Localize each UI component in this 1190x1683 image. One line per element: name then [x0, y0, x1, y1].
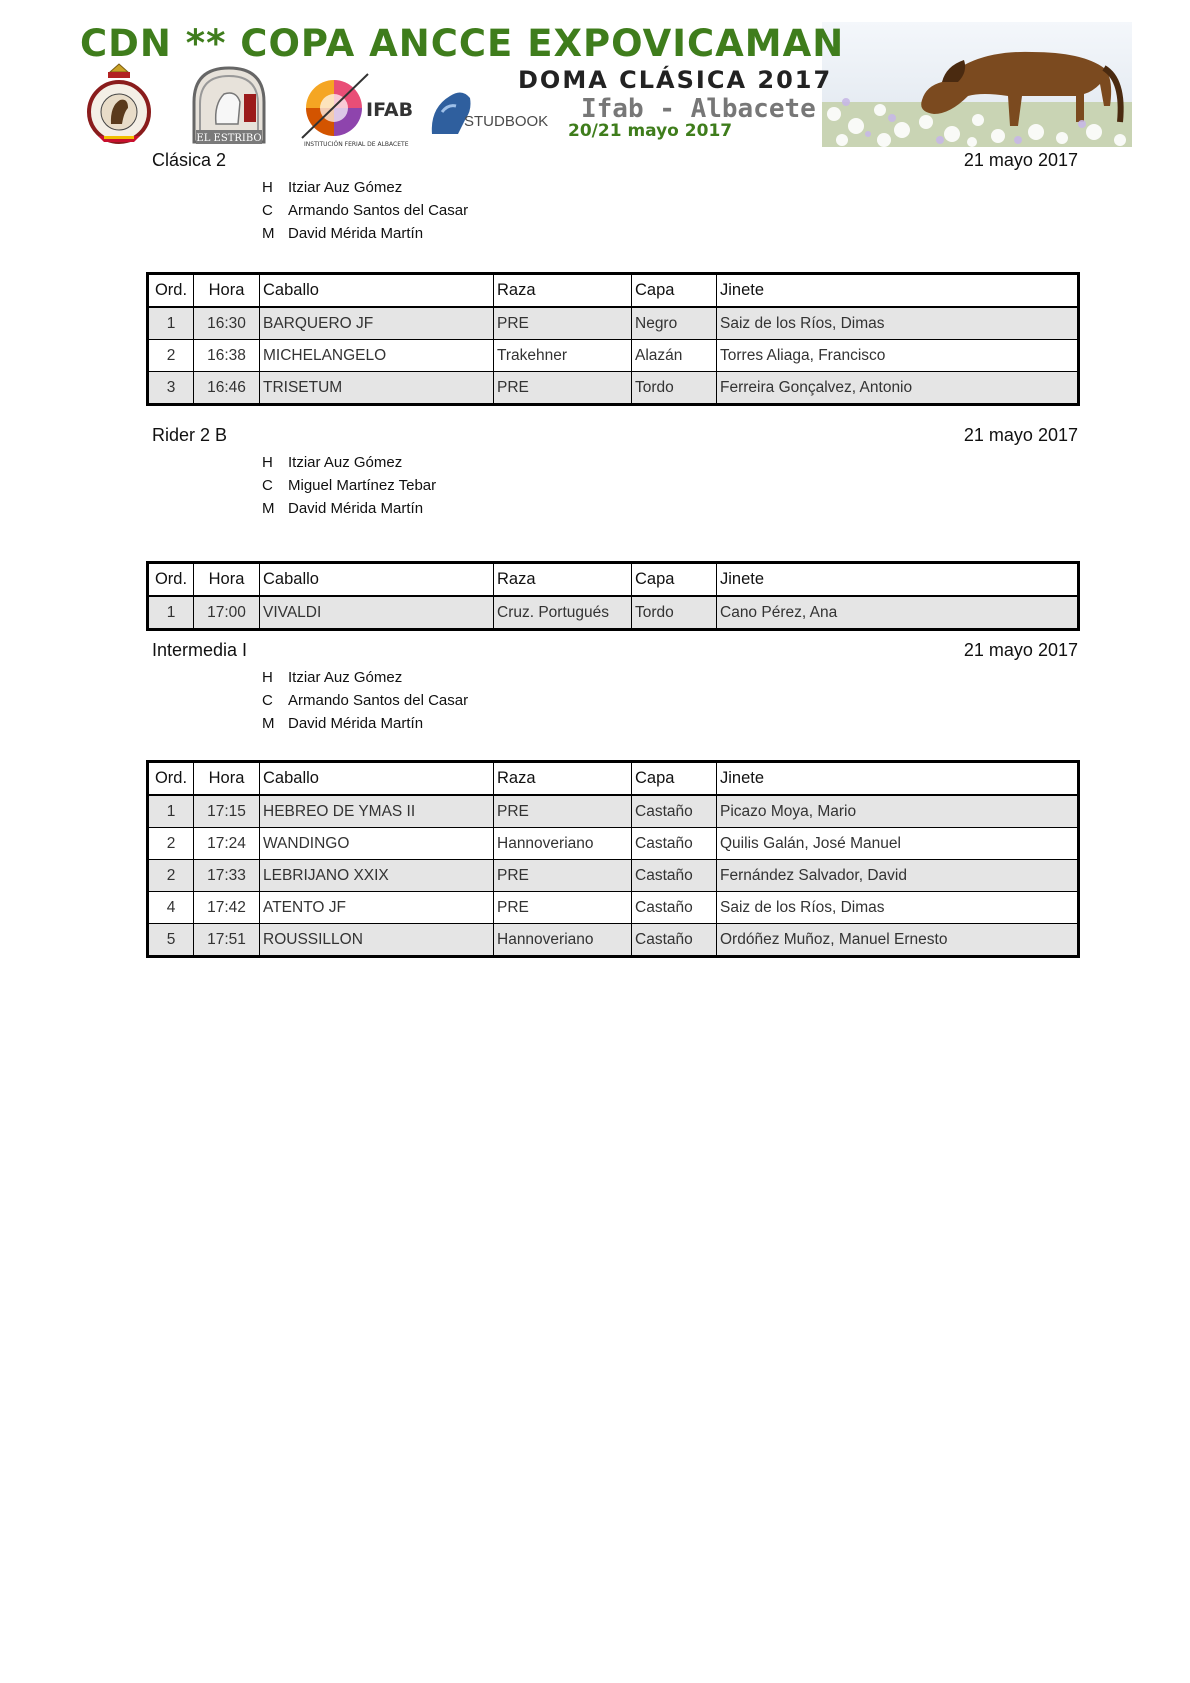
section-intermedia-i	[148, 640, 1078, 948]
judge-name: Itziar Auz Gómez	[288, 454, 403, 471]
ifab-logo	[296, 64, 426, 148]
column-header: Ord.	[149, 275, 194, 308]
judge-position: C	[262, 692, 273, 709]
judge-entry	[262, 176, 1078, 199]
column-header: Raza	[494, 275, 632, 308]
table-row	[149, 860, 1078, 892]
section-rider-2b	[148, 425, 1078, 621]
rider-cell: Saiz de los Ríos, Dimas	[717, 892, 1078, 924]
judge-entry	[262, 451, 1078, 474]
time-cell: 17:42	[194, 892, 260, 924]
judge-name: Armando Santos del Casar	[288, 202, 469, 219]
judge-entry	[262, 474, 1078, 497]
estribo-logo-text: EL ESTRIBO	[196, 133, 262, 144]
breed-cell: Cruz. Portugués	[494, 596, 632, 629]
rider-cell: Torres Aliaga, Francisco	[717, 340, 1078, 372]
column-header: Ord.	[149, 564, 194, 597]
judge-name: Itziar Auz Gómez	[288, 669, 403, 686]
start-order-table	[148, 762, 1078, 956]
table-row	[149, 596, 1078, 629]
column-header: Jinete	[717, 275, 1078, 308]
judge-entry	[262, 712, 1078, 735]
table-row	[149, 340, 1078, 372]
judge-position: H	[262, 179, 273, 196]
table-row	[149, 372, 1078, 404]
rider-cell: Picazo Moya, Mario	[717, 795, 1078, 828]
horse-cell: LEBRIJANO XXIX	[260, 860, 494, 892]
column-header: Hora	[194, 763, 260, 796]
judge-name: David Mérida Martín	[288, 225, 424, 242]
breed-cell: PRE	[494, 795, 632, 828]
horse-cell: BARQUERO JF	[260, 307, 494, 340]
section-header	[148, 425, 1078, 451]
event-title: CDN ** COPA ANCCE EXPOVICAMAN	[80, 22, 845, 65]
horse-cell: ATENTO JF	[260, 892, 494, 924]
breed-cell: PRE	[494, 307, 632, 340]
time-cell: 17:51	[194, 924, 260, 956]
judge-position: M	[262, 225, 275, 242]
event-dates: 20/21 mayo 2017	[568, 121, 733, 141]
estribo-association-logo	[184, 64, 274, 148]
coat-cell: Tordo	[632, 596, 717, 629]
judge-panel	[262, 176, 1078, 245]
judge-name: Miguel Martínez Tebar	[288, 477, 437, 494]
rider-cell: Fernández Salvador, David	[717, 860, 1078, 892]
column-header: Caballo	[260, 763, 494, 796]
section-date: 21 mayo 2017	[963, 640, 1078, 660]
event-discipline: DOMA CLÁSICA 2017	[518, 66, 833, 94]
table-row	[149, 307, 1078, 340]
section-title: Intermedia I	[152, 640, 248, 660]
column-header: Raza	[494, 763, 632, 796]
judge-entry	[262, 199, 1078, 222]
coat-cell: Castaño	[632, 828, 717, 860]
event-venue: Ifab - Albacete	[581, 94, 816, 124]
horse-cell: VIVALDI	[260, 596, 494, 629]
judge-entry	[262, 666, 1078, 689]
horse-photo	[822, 22, 1132, 147]
studbook-logo-text: STUDBOOK	[464, 113, 548, 130]
horse-cell: WANDINGO	[260, 828, 494, 860]
order-cell: 3	[149, 372, 194, 404]
table-row	[149, 795, 1078, 828]
ifab-logo-text: IFAB	[366, 99, 414, 121]
start-order-table	[148, 274, 1078, 404]
coat-cell: Castaño	[632, 860, 717, 892]
column-header: Caballo	[260, 564, 494, 597]
time-cell: 16:30	[194, 307, 260, 340]
table-row	[149, 892, 1078, 924]
order-cell: 1	[149, 307, 194, 340]
judge-panel	[262, 666, 1078, 735]
breed-cell: PRE	[494, 892, 632, 924]
time-cell: 17:00	[194, 596, 260, 629]
time-cell: 16:38	[194, 340, 260, 372]
breed-cell: PRE	[494, 372, 632, 404]
coat-cell: Negro	[632, 307, 717, 340]
section-header	[148, 150, 1078, 176]
time-cell: 17:24	[194, 828, 260, 860]
column-header: Caballo	[260, 275, 494, 308]
judge-name: Armando Santos del Casar	[288, 692, 469, 709]
column-header: Capa	[632, 275, 717, 308]
column-header: Ord.	[149, 763, 194, 796]
judge-position: H	[262, 669, 273, 686]
time-cell: 17:33	[194, 860, 260, 892]
column-header: Hora	[194, 275, 260, 308]
coat-cell: Tordo	[632, 372, 717, 404]
order-cell: 1	[149, 795, 194, 828]
horse-cell: ROUSSILLON	[260, 924, 494, 956]
federation-crest-logo	[84, 62, 154, 146]
column-header: Capa	[632, 763, 717, 796]
coat-cell: Castaño	[632, 795, 717, 828]
order-cell: 2	[149, 860, 194, 892]
section-title: Rider 2 B	[152, 425, 228, 445]
column-header: Hora	[194, 564, 260, 597]
time-cell: 17:15	[194, 795, 260, 828]
horse-cell: MICHELANGELO	[260, 340, 494, 372]
order-cell: 5	[149, 924, 194, 956]
coat-cell: Castaño	[632, 924, 717, 956]
coat-cell: Alazán	[632, 340, 717, 372]
rider-cell: Quilis Galán, José Manuel	[717, 828, 1078, 860]
judge-name: David Mérida Martín	[288, 500, 424, 517]
column-header: Capa	[632, 564, 717, 597]
rider-cell: Ferreira Gonçalvez, Antonio	[717, 372, 1078, 404]
rider-cell: Saiz de los Ríos, Dimas	[717, 307, 1078, 340]
judge-entry	[262, 689, 1078, 712]
section-title: Clásica 2	[152, 150, 227, 170]
order-cell: 1	[149, 596, 194, 629]
order-cell: 2	[149, 340, 194, 372]
section-clasica-2	[148, 150, 1078, 396]
judge-name: David Mérida Martín	[288, 715, 424, 732]
time-cell: 16:46	[194, 372, 260, 404]
section-date: 21 mayo 2017	[963, 150, 1078, 170]
column-header: Jinete	[717, 763, 1078, 796]
judge-entry	[262, 497, 1078, 520]
judge-position: M	[262, 500, 275, 517]
column-header: Jinete	[717, 564, 1078, 597]
breed-cell: Trakehner	[494, 340, 632, 372]
judge-entry	[262, 222, 1078, 245]
horse-cell: HEBREO DE YMAS II	[260, 795, 494, 828]
order-cell: 2	[149, 828, 194, 860]
coat-cell: Castaño	[632, 892, 717, 924]
ifab-logo-caption: INSTITUCIÓN FERIAL DE ALBACETE	[304, 141, 409, 148]
judge-position: C	[262, 477, 273, 494]
start-order-table	[148, 563, 1078, 629]
breed-cell: Hannoveriano	[494, 828, 632, 860]
table-header-row	[149, 763, 1078, 796]
horse-cell: TRISETUM	[260, 372, 494, 404]
breed-cell: PRE	[494, 860, 632, 892]
judge-name: Itziar Auz Gómez	[288, 179, 403, 196]
column-header: Raza	[494, 564, 632, 597]
rider-cell: Ordóñez Muñoz, Manuel Ernesto	[717, 924, 1078, 956]
rider-cell: Cano Pérez, Ana	[717, 596, 1078, 629]
order-cell: 4	[149, 892, 194, 924]
table-row	[149, 828, 1078, 860]
event-banner	[78, 22, 1132, 147]
section-date: 21 mayo 2017	[963, 425, 1078, 445]
breed-cell: Hannoveriano	[494, 924, 632, 956]
table-header-row	[149, 564, 1078, 597]
judge-position: H	[262, 454, 273, 471]
table-header-row	[149, 275, 1078, 308]
judge-position: C	[262, 202, 273, 219]
judge-position: M	[262, 715, 275, 732]
judge-panel	[262, 451, 1078, 520]
table-row	[149, 924, 1078, 956]
section-header	[148, 640, 1078, 666]
